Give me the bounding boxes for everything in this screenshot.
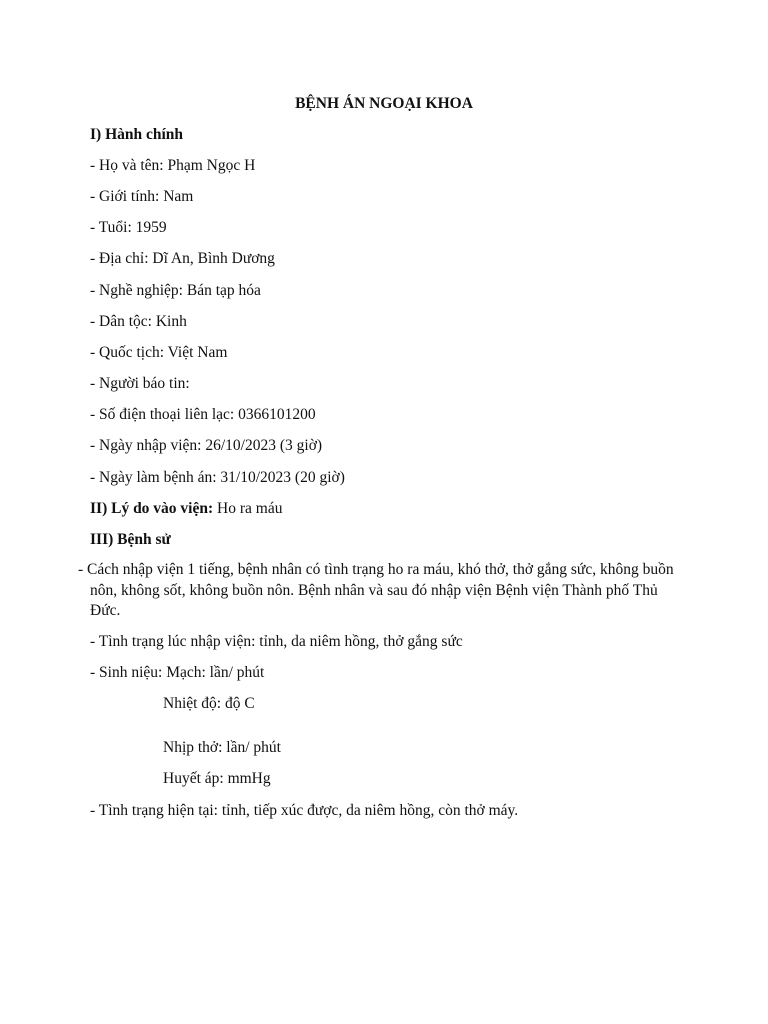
section-heading-history: III) Bệnh sử (90, 531, 171, 548)
admin-item-record-date: - Ngày làm bệnh án: 31/10/2023 (20 giờ) (90, 469, 345, 486)
admin-item-age: - Tuổi: 1959 (90, 219, 167, 236)
admin-item-phone: - Số điện thoại liên lạc: 0366101200 (90, 406, 316, 423)
admin-item-informant: - Người báo tin: (90, 375, 190, 392)
history-paragraph-text: - Cách nhập viện 1 tiếng, bệnh nhân có tình trạng ho ra máu, khó thở, thở gắng sức, không buồn nôn, không sốt, không buồn nôn. Bệnh nhân và sau đó nhập viện Bệnh viện Thành phố Thủ Đức. (78, 561, 674, 619)
section-heading-admin: I) Hành chính (90, 126, 184, 143)
history-paragraph (78, 560, 688, 622)
vitals-temperature: Nhiệt độ: độ C (163, 695, 255, 712)
current-status: - Tình trạng hiện tại: tỉnh, tiếp xúc được, da niêm hồng, còn thở máy. (90, 802, 519, 819)
admin-item-admission-date: - Ngày nhập viện: 26/10/2023 (3 giờ) (90, 437, 323, 454)
admin-item-occupation: - Nghề nghiệp: Bán tạp hóa (90, 282, 261, 299)
admin-item-gender: - Giới tính: Nam (90, 188, 194, 205)
reason-label: II) Lý do vào viện: (90, 500, 214, 517)
admin-item-name: - Họ và tên: Phạm Ngọc H (90, 157, 256, 174)
admin-item-address: - Địa chỉ: Dĩ An, Bình Dương (90, 250, 275, 267)
reason-value: Ho ra máu (213, 500, 283, 517)
admin-item-nationality: - Quốc tịch: Việt Nam (90, 344, 228, 361)
admin-item-ethnicity: - Dân tộc: Kinh (90, 313, 187, 330)
vitals-respiration: Nhịp thở: lần/ phút (163, 739, 281, 756)
document-title: BỆNH ÁN NGOẠI KHOA (295, 95, 473, 112)
admission-status: - Tình trạng lúc nhập viện: tỉnh, da niêm hồng, thở gắng sức (90, 633, 463, 650)
vitals-pulse: - Sinh niệu: Mạch: lần/ phút (90, 664, 265, 681)
vitals-blood-pressure: Huyết áp: mmHg (163, 770, 271, 787)
reason-line (90, 499, 282, 519)
